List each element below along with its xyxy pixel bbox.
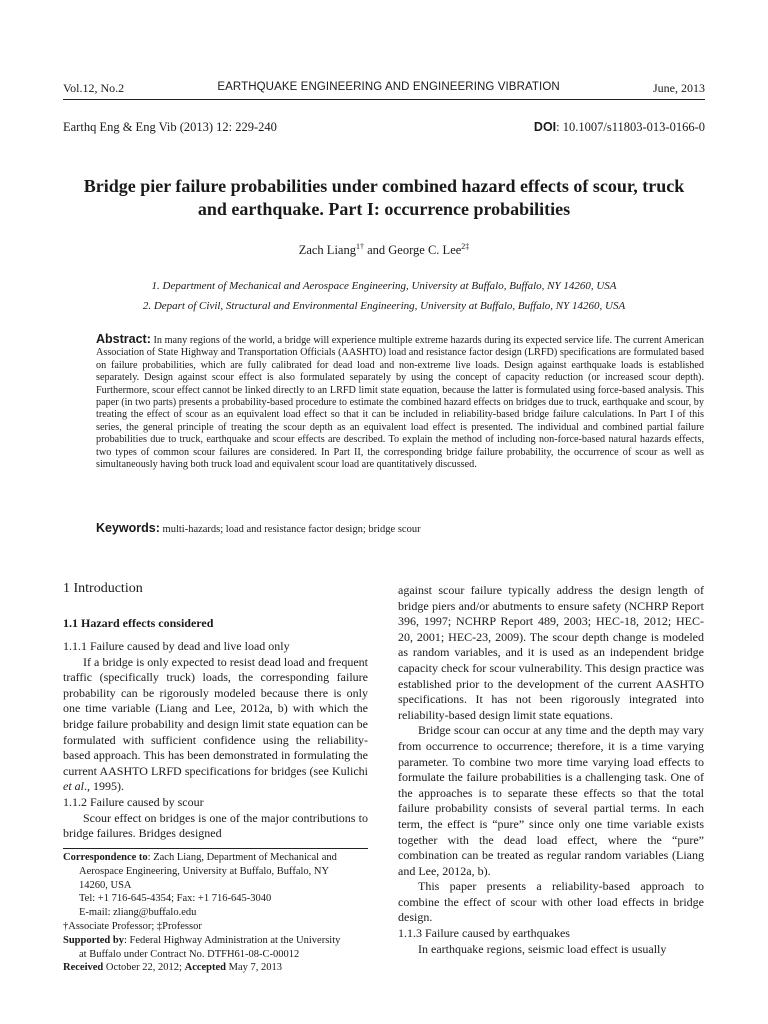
volume-issue: Vol.12, No.2 xyxy=(63,81,125,95)
doi xyxy=(534,120,705,135)
keywords-text: multi-hazards; load and resistance factor design; bridge scour xyxy=(162,524,421,535)
funding-line: at Buffalo under Contract No. DTFH61-08-C-00012 xyxy=(79,948,300,960)
funding-note xyxy=(63,934,368,948)
paragraph xyxy=(63,655,368,795)
accepted-date: May 7, 2013 xyxy=(226,962,283,974)
abstract-text: In many regions of the world, a bridge will experience multiple extreme hazards during its expected service life. The current American Association of State Highway and Transportation Officials (AASHTO) load and resistance factor design (LRFD) specifications are formulated based on failure probabilities, which are fully calibrated for dead load and non-extreme live loads. Design against earthquake loads is established separately. Design against scour effect is also formulated separately by using the concept of capacity reduction (or increased scour depth). Furthermore, scour effect cannot be linked directly to an LRFD limit state equation, because the latter is formulated using force-based analysis. This paper (in two parts) presents a probability-based procedure to estimate the combined hazard effects on bridges due to truck, earthquake and scour, by treating the effect of scour as an equivalent load effect so that it can be included in reliability-based bridge failure calculations. In Part I of this series, the general principle of treating the scour depth as an equivalent load effect is presented. The individual and combined partial failure probabilities due to truck, earthquake and scour effects are described. To explain the method of including non-force-based natural hazards effects, two types of common scour failures are considered. In Part II, the corresponding bridge failure probability, the occurrence of scour as well as simultaneously having both truck load and equivalent scour load are quantitatively discussed. xyxy=(96,335,705,471)
subsubsection-heading-1: 1.1.1 Failure caused by dead and live load only xyxy=(63,639,290,653)
header-rule xyxy=(63,99,705,100)
journal-reference: Earthq Eng & Eng Vib (2013) 12: 229-240 xyxy=(63,120,277,134)
contact-phone: Tel: +1 716-645-4354; Fax: +1 716-645-3040 xyxy=(79,893,272,905)
paragraph: Scour effect on bridges is one of the major contributions to bridge failures. Bridges designed xyxy=(63,810,368,841)
contact-email[interactable]: E-mail: zliang@buffalo.edu xyxy=(79,907,197,919)
paragraph: This paper presents a reliability-based approach to combine the effect of scour with other load effects in bridge design. xyxy=(398,879,704,925)
issue-date: June, 2013 xyxy=(653,81,705,95)
author-positions: †Associate Professor; ‡Professor xyxy=(63,920,202,932)
correspondence-text: : Zach Liang, Department of Mechanical and xyxy=(147,852,337,863)
correspondence-note xyxy=(63,851,368,865)
author-list xyxy=(0,242,768,258)
paragraph: In earthquake regions, seismic load effect is usually xyxy=(418,941,667,956)
author-1-marks: 1† xyxy=(355,242,364,251)
abstract xyxy=(96,333,704,471)
funding-label: Supported by xyxy=(63,934,124,946)
accepted-label: Accepted xyxy=(184,962,227,974)
subsection-heading: 1.1 Hazard effects considered xyxy=(63,616,214,630)
left-column xyxy=(63,579,368,842)
paragraph: Bridge scour can occur at any time and the depth may vary from occurrence to occurrence; therefore, it is a time varying parameter. To combine two more time varying load effects to formulate the failure probabilities is a challenging task. One of the approaches is to separate these effects so that the total failure probability consists of several partial terms. In each term, the effect is “pure” since only one time variable exists together with the dead load effect, where the “pure” combination can be treated as regular random variables (Liang and Lee, 2012a, b). xyxy=(398,723,704,878)
author-conjunction: and xyxy=(363,243,389,258)
paragraph-text: If a bridge is only expected to resist dead load and frequent traffic (specifically truck) loads, the corresponding failure probability can be rigorously modeled because there is only one time variable (Liang and Lee, 2012a, b) with which the bridge failure probability and design limit state equation can be formulated with sufficient confidence using the reliability-based approach. This has been demonstrated in formulating the current AASHTO LRFD specifications for bridges (see Kulichi xyxy=(63,654,368,778)
author-2: George C. Lee xyxy=(388,243,462,258)
doi-value[interactable]: : 10.1007/s11803-013-0166-0 xyxy=(556,120,705,134)
affiliation-1: 1. Department of Mechanical and Aerospace Engineering, University at Buffalo, Buffalo, NY 14260, USA xyxy=(151,280,617,292)
doi-label: DOI xyxy=(533,120,557,134)
paragraph-text-end: ., 1995). xyxy=(84,779,124,794)
author-2-marks: 2‡ xyxy=(461,242,470,251)
received-label: Received xyxy=(63,962,104,974)
paper-title: Bridge pier failure probabilities under combined hazard effects of scour, truck and earthquake. Part I: occurrence probabilities xyxy=(83,176,685,219)
right-column xyxy=(398,583,704,957)
citation-line xyxy=(63,120,705,135)
keywords-label: Keywords: xyxy=(96,521,160,535)
journal-name: EARTHQUAKE ENGINEERING AND ENGINEERING VIBRATION xyxy=(217,81,560,93)
keywords xyxy=(96,521,704,535)
author-1: Zach Liang xyxy=(298,243,356,258)
footnotes xyxy=(63,848,368,975)
paragraph-italic: et al xyxy=(63,779,84,794)
funding-text: : Federal Highway Administration at the University xyxy=(123,934,341,946)
paragraph: against scour failure typically address the design length of bridge piers and/or abutments to ensure safety (NCHRP Report 396, 1997; NCHRP Report 489, 2003; HEC-18, 2012; HEC-20, 2001; HEC-23, 2009). The scour depth change is modeled as random variables, and it is used as an independent bridge capacity check for scour vulnerability. This design practice was established prior to the development of the current AASHTO specifications. It has not been rigorously integrated into reliability-based design limit state equations. xyxy=(398,583,704,722)
abstract-label: Abstract: xyxy=(96,332,151,346)
running-head xyxy=(63,81,705,96)
received-date: October 22, 2012; xyxy=(103,962,185,974)
correspondence-label: Correspondence to xyxy=(63,852,148,863)
affiliation-2: 2. Depart of Civil, Structural and Environmental Engineering, University at Buffalo, Buffalo, NY 14260, USA xyxy=(142,300,626,312)
correspondence-line: Aerospace Engineering, University at Buffalo, Buffalo, NY xyxy=(79,865,330,877)
subsubsection-heading-2: 1.1.2 Failure caused by scour xyxy=(63,794,204,809)
correspondence-line: 14260, USA xyxy=(79,879,132,891)
section-heading: 1 Introduction xyxy=(63,581,143,596)
dates-note xyxy=(63,961,368,975)
subsubsection-heading-3: 1.1.3 Failure caused by earthquakes xyxy=(398,926,570,941)
